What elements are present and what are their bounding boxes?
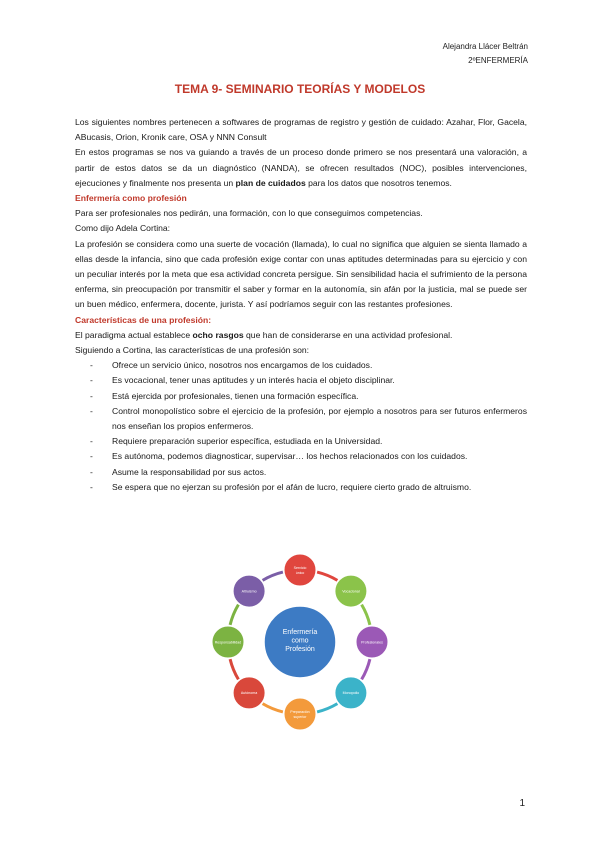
document-body [75, 115, 527, 495]
ring-arc [230, 659, 238, 679]
section-heading-characteristics: Características de una profesión: [75, 314, 212, 325]
list-item: - Es autónoma, podemos diagnosticar, supervisar… los hechos relacionados con los cuidados. [112, 449, 527, 464]
cycle-node-label-line: Responsabilidad [214, 640, 242, 645]
cycle-node-label [242, 589, 257, 593]
ring-arc [362, 605, 370, 625]
cycle-node-label-line: Autónoma [240, 691, 258, 696]
ring-arc [362, 659, 370, 679]
cycle-node-label [241, 691, 257, 695]
ring-arc [263, 704, 283, 712]
section2-p1-text-b: que han de considerarse en una actividad profesional. [243, 329, 453, 340]
ring-arc [317, 572, 337, 580]
list-item: - Ofrece un servicio único, nosotros nos encargamos de los cuidados. [112, 358, 527, 373]
list-item: - Es vocacional, tener unas aptitudes y un interés hacia el objeto disciplinar. [112, 373, 527, 388]
section1-paragraph-2: Como dijo Adela Cortina: [75, 223, 171, 234]
section-heading-profession: Enfermería como profesión [75, 193, 187, 204]
center-label-line: Profesión [285, 646, 315, 653]
list-item: - Control monopolístico sobre el ejercicio de la profesión, por ejemplo a nosotros para ser futuros enfermeros nos enseñan los propios enfermeros. [112, 404, 527, 434]
center-label-line: como [291, 637, 309, 645]
cycle-node-label-line: Preparación [290, 709, 310, 714]
list-item: - Está ejercida por profesionales, tienen una formación específica. [112, 389, 527, 404]
section2-paragraph-2: Siguiendo a Cortina, las características de una profesión son: [75, 345, 310, 356]
cycle-node-label-line: único [295, 570, 305, 575]
ring-arc [263, 572, 283, 580]
intro-paragraph-2 [75, 145, 527, 191]
cycle-node-label [342, 589, 360, 593]
cycle-node-label-line: Profesionales [361, 640, 383, 645]
document-title: TEMA 9- SEMINARIO TEORÍAS Y MODELOS [174, 82, 426, 96]
section1-paragraph-3: La profesión se considera como una suerte de vocación (llamada), lo cual no significa que alguien se sienta llamado a ellas desde la infancia, sino que cada profesión exige contar con unas aptitudes determinadas para su ejercicio y con un peculiar interés por la meta que esa actividad concreta persigue. Sin sensibilidad hacia el sufrimiento de la persona enferma, sin preocupación por transmitir el saber y formar en la autonomía, sin afán por la justicia, mal se puede ser un buen médico, enfermera, docente, jurista. Y así podríamos seguir con las restantes profesiones. [75, 238, 527, 310]
list-item: - Se espera que no ejerzan su profesión por el afán de lucro, requiere cierto grado de altruismo. [112, 480, 527, 495]
ring-arc [317, 704, 337, 712]
author-name: Alejandra Llácer Beltrán [442, 42, 528, 51]
list-item: - Asume la responsabilidad por sus actos. [112, 465, 527, 480]
cycle-node-label [343, 691, 360, 695]
cycle-node-label-line: Vocacional [342, 589, 360, 594]
center-label-line: Enfermería [282, 629, 318, 636]
section2-paragraph-1 [75, 328, 527, 343]
characteristics-list [75, 358, 527, 495]
section1-paragraph-1: Para ser profesionales nos pedirán, una formación, con lo que conseguimos competencias. [75, 208, 423, 219]
cycle-node-label-line: Altruismo [241, 589, 257, 594]
cycle-node-label-line: superior [293, 714, 307, 719]
cycle-node-label [361, 640, 383, 644]
ring-arc [230, 605, 238, 625]
cycle-node-label-line: Monopolio [342, 691, 360, 696]
intro-p2-bold: plan de cuidados [235, 177, 306, 188]
cycle-diagram [195, 553, 405, 733]
section2-p1-text-a: El paradigma actual establece [75, 329, 193, 340]
course-label: 2ºENFERMERÍA [468, 56, 528, 65]
section2-p1-bold: ocho rasgos [192, 329, 244, 340]
cycle-node-label [215, 640, 242, 644]
intro-p2-text-b: para los datos que nosotros tenemos. [305, 177, 452, 188]
page-number: 1 [519, 798, 525, 809]
page-header [443, 40, 528, 68]
list-item: - Requiere preparación superior específica, estudiada en la Universidad. [112, 434, 527, 449]
intro-p2-text-a: En estos programas se nos va guiando a través de un proceso donde primero se nos presentará una valoración, a partir de estos datos se da un diagnóstico (NANDA), se ofrecen resultados (NOC), posibles intervenciones, ejecuciones y finalmente nos presenta un [75, 147, 527, 188]
cycle-node-label-line: Servicio [293, 565, 307, 570]
intro-paragraph-1: Los siguientes nombres pertenecen a softwares de programas de registro y gestión de cuidado: Azahar, Flor, Gacela, ABucasis, Orion, Kronik care, OSA y NNN Consult [75, 117, 527, 143]
